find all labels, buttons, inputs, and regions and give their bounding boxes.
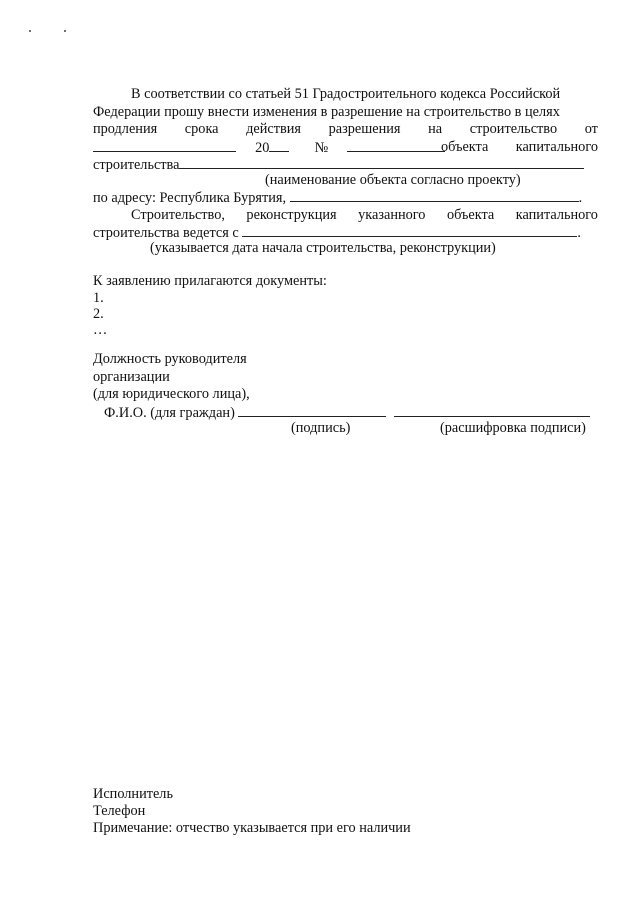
signature-caption: (подпись) — [291, 420, 351, 436]
scan-speck — [64, 30, 66, 32]
para1-line4-right — [441, 139, 598, 156]
organization-label: организации — [93, 369, 170, 385]
scan-speck — [29, 30, 31, 32]
para1-line5: строительства — [93, 156, 584, 174]
note-text: Примечание: отчество указывается при его наличии — [93, 820, 411, 836]
date-blank[interactable] — [93, 139, 236, 152]
number-sign: № — [314, 140, 329, 156]
number-blank[interactable] — [347, 139, 445, 152]
word: строительство — [469, 121, 558, 137]
executor-label: Исполнитель — [93, 786, 173, 802]
year-blank[interactable] — [269, 139, 289, 152]
word: действия — [246, 121, 301, 137]
para1-line3 — [93, 121, 598, 138]
start-date-caption: (указывается дата начала строительства, реконструкции) — [150, 240, 496, 256]
word: разрешения — [328, 121, 401, 137]
start-date-blank[interactable] — [242, 224, 577, 237]
word: продления — [93, 121, 158, 137]
legal-entity-label: (для юридического лица), — [93, 386, 250, 402]
word: капитального — [515, 207, 598, 223]
word: указанного — [358, 207, 426, 223]
word: от — [584, 121, 598, 137]
word: объекта — [441, 139, 489, 155]
attachment-item: 1. — [93, 290, 104, 306]
attachment-item: 2. — [93, 306, 104, 322]
para1-line2: Федерации прошу внести изменения в разрешение на строительство в целях — [93, 104, 560, 120]
word: срока — [184, 121, 219, 137]
object-name-blank[interactable] — [179, 156, 584, 169]
para1-line1: В соответствии со статьей 51 Градостроительного кодекса Российской — [131, 86, 561, 102]
para1-line4 — [93, 139, 445, 157]
word: объекта — [446, 207, 495, 223]
signature-blank[interactable] — [238, 404, 386, 417]
word: капитального — [515, 139, 598, 155]
word: на — [428, 121, 443, 137]
signature-decode-blank[interactable] — [394, 404, 590, 417]
position-label: Должность руководителя — [93, 351, 247, 367]
word: реконструкция — [246, 207, 337, 223]
address-blank[interactable] — [290, 189, 579, 202]
word: Строительство, — [131, 207, 225, 223]
signature-decode-caption: (расшифровка подписи) — [440, 420, 586, 436]
para2-line1 — [131, 207, 598, 224]
phone-label: Телефон — [93, 803, 146, 819]
attachments-title: К заявлению прилагаются документы: — [93, 273, 327, 289]
address-line: по адресу: Республика Бурятия, . — [93, 190, 583, 206]
para2-line2: строительства ведется с . — [93, 225, 581, 241]
year-prefix: 20 — [255, 140, 270, 156]
object-name-caption: (наименование объекта согласно проекту) — [265, 172, 521, 188]
citizen-name-label: Ф.И.О. (для граждан) — [104, 404, 590, 422]
attachment-item: … — [93, 322, 108, 338]
